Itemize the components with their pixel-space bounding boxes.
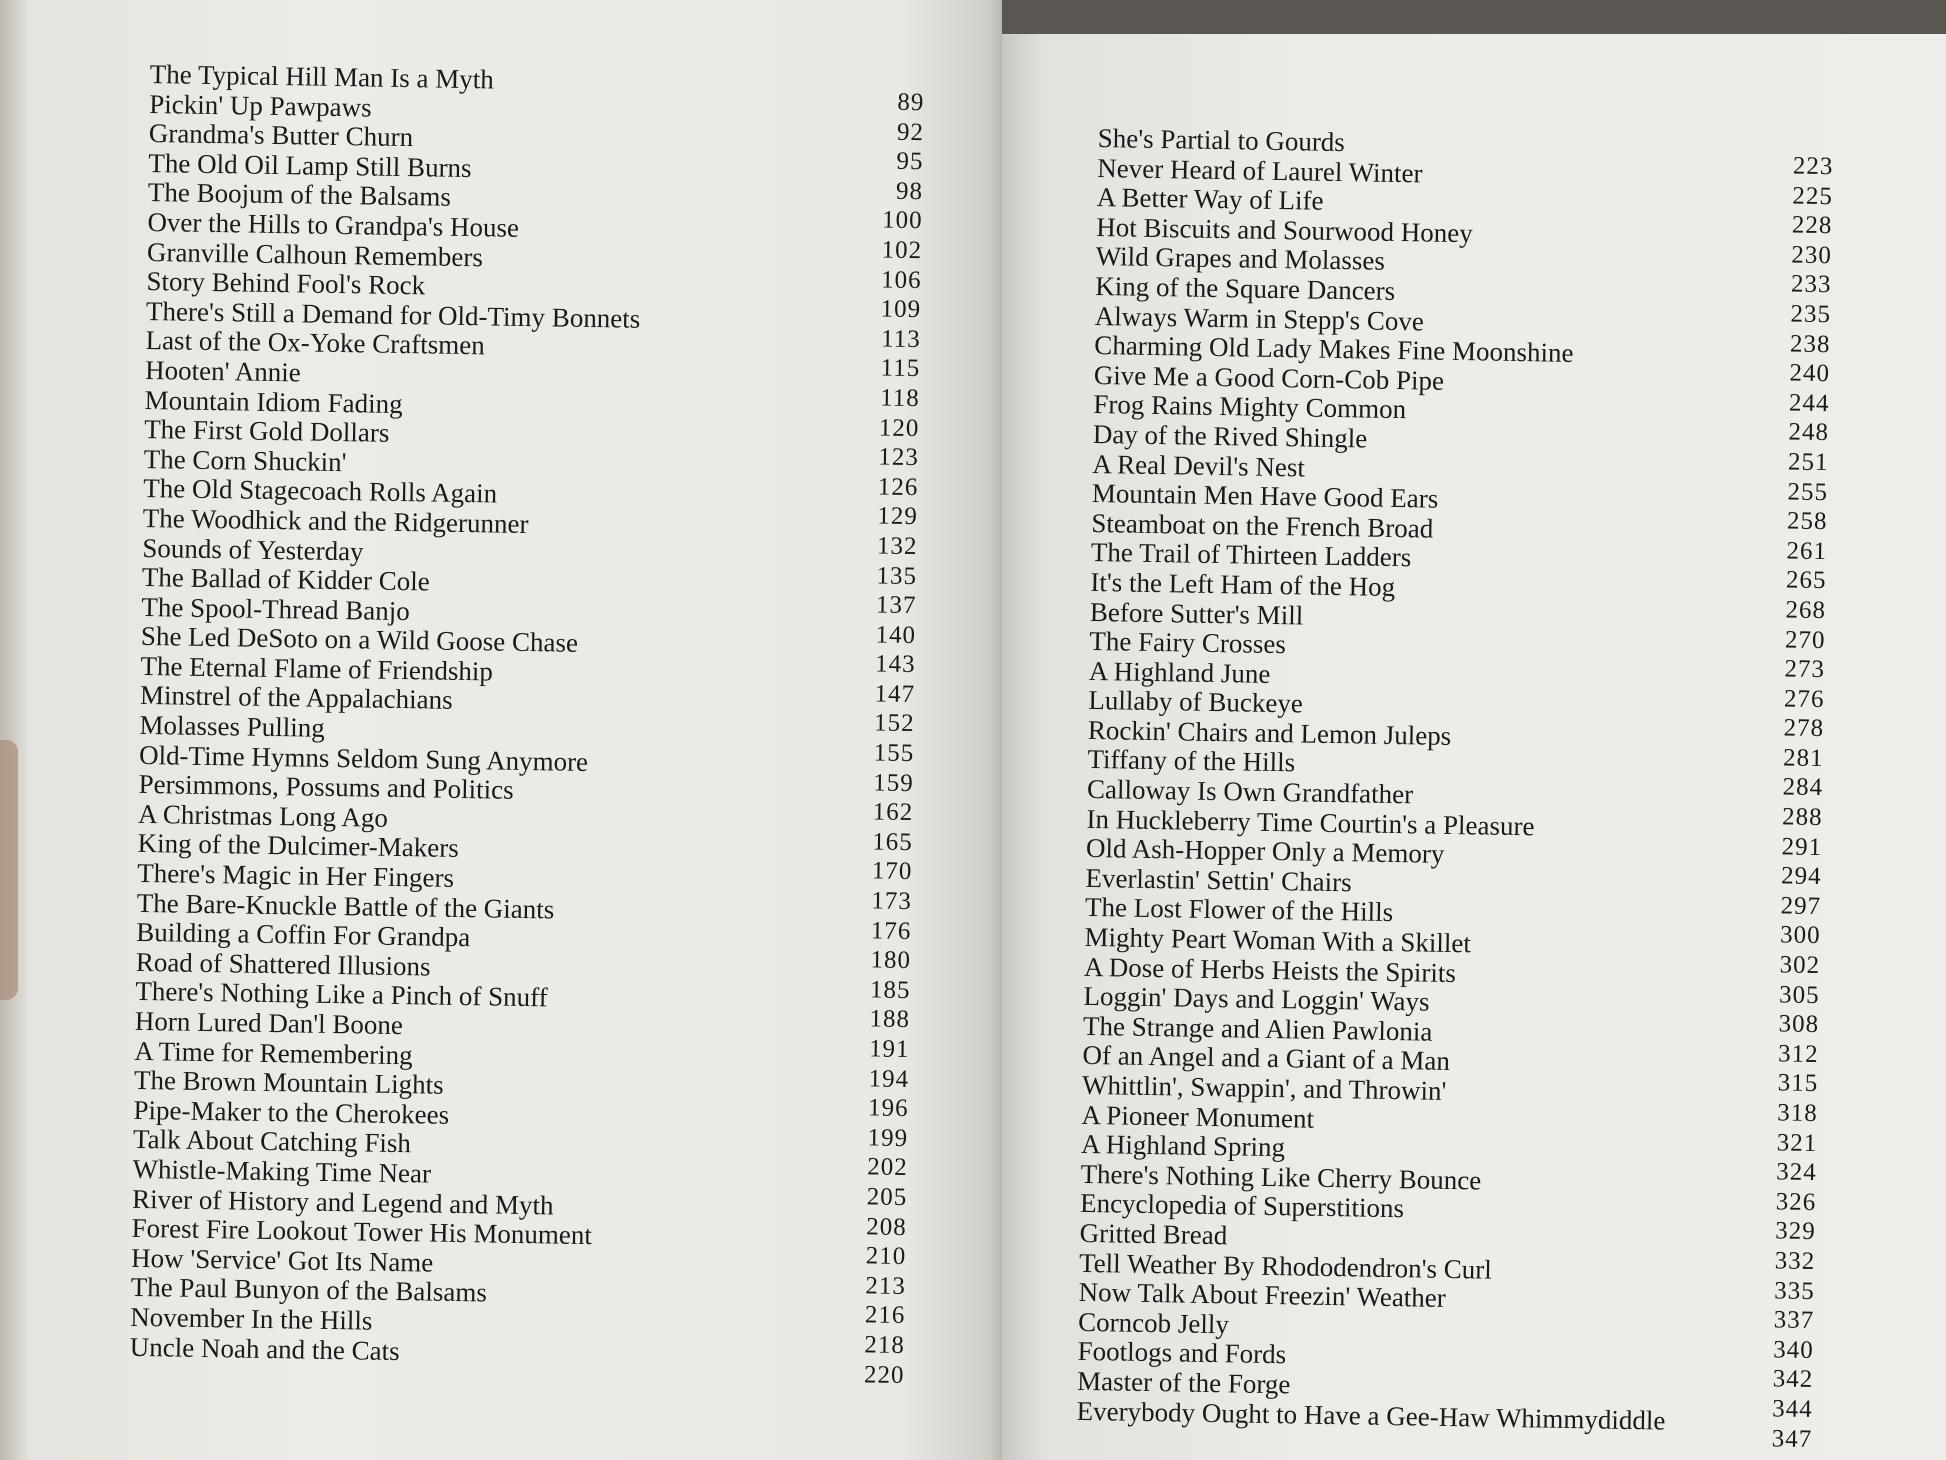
entry-title: In Huckleberry Time Courtin's a Pleasure — [1086, 803, 1535, 841]
entry-page-number: 102 — [881, 236, 923, 265]
entry-title: The Eternal Flame of Friendship — [140, 650, 494, 687]
entry-title: Hooten' Annie — [144, 354, 301, 388]
entry-page-number: 308 — [1778, 1010, 1820, 1039]
entry-page-number: 185 — [869, 976, 911, 1004]
entry-page-number: 230 — [1791, 241, 1833, 269]
entry-title: The Fairy Crosses — [1089, 626, 1287, 660]
entry-page-number: 240 — [1789, 359, 1831, 388]
entry-page-number: 100 — [881, 206, 923, 235]
entry-page-number: 318 — [1776, 1099, 1818, 1128]
entry-page-number: 196 — [867, 1094, 909, 1123]
entry-title: Story Behind Fool's Rock — [146, 266, 426, 301]
entry-page-number: 95 — [896, 147, 924, 176]
entry-title: Mighty Peart Woman With a Skillet — [1084, 921, 1472, 959]
entry-title: Whistle-Making Time Near — [132, 1153, 432, 1189]
entry-title: Horn Lured Dan'l Boone — [134, 1005, 404, 1041]
entry-page-number: 137 — [875, 591, 917, 620]
entry-title: The Woodhick and the Ridgerunner — [142, 502, 529, 539]
entry-title: It's the Left Ham of the Hog — [1090, 566, 1396, 602]
entry-page-number: 223 — [1792, 152, 1834, 181]
entry-page-number: 347 — [1771, 1424, 1813, 1453]
entry-title: A Pioneer Monument — [1081, 1099, 1315, 1134]
entry-title: Rockin' Chairs and Lemon Juleps — [1087, 714, 1452, 751]
entry-page-number: 143 — [874, 650, 916, 679]
entry-title: Old Ash-Hopper Only a Memory — [1085, 833, 1445, 870]
entry-title: The Lost Flower of the Hills — [1084, 892, 1394, 928]
entry-page-number: 159 — [873, 769, 914, 797]
entry-page-number: 152 — [873, 709, 915, 738]
entry-title: Footlogs and Fords — [1077, 1336, 1287, 1370]
entry-title: A Highland June — [1088, 655, 1271, 689]
entry-title: The Trail of Thirteen Ladders — [1090, 537, 1412, 573]
entry-title: The Boojum of the Balsams — [147, 177, 452, 213]
entry-page-number: 147 — [874, 680, 916, 708]
entry-page-number: 324 — [1775, 1158, 1817, 1187]
entry-title: There's Magic in Her Fingers — [136, 857, 455, 893]
entry-title: Everybody Ought to Have a Gee-Haw Whimmydiddle — [1076, 1395, 1666, 1436]
entry-title: The Strange and Alien Pawlonia — [1082, 1010, 1433, 1047]
entry-page-number: 332 — [1774, 1247, 1816, 1276]
entry-title: A Highland Spring — [1080, 1129, 1286, 1163]
entry-page-number: 288 — [1781, 803, 1823, 832]
entry-title: The Old Oil Lamp Still Burns — [148, 147, 472, 183]
entry-page-number: 235 — [1790, 300, 1832, 329]
entry-page-number: 162 — [872, 798, 914, 827]
entry-page-number: 344 — [1772, 1395, 1814, 1423]
entry-page-number: 115 — [880, 354, 921, 383]
entry-page-number: 294 — [1780, 862, 1822, 891]
entry-page-number: 155 — [873, 739, 915, 768]
entry-title: King of the Square Dancers — [1095, 270, 1396, 306]
entry-title: Master of the Forge — [1076, 1365, 1291, 1400]
entry-title: Charming Old Lady Makes Fine Moonshine — [1094, 330, 1574, 369]
thumb — [0, 740, 18, 1000]
entry-title: Encyclopedia of Superstitions — [1079, 1188, 1405, 1224]
entry-title: A Better Way of Life — [1096, 182, 1324, 216]
entry-page-number: 315 — [1777, 1069, 1819, 1098]
entry-page-number: 202 — [866, 1153, 908, 1182]
entry-page-number: 199 — [867, 1124, 909, 1152]
entry-title: Tell Weather By Rhododendron's Curl — [1078, 1247, 1493, 1285]
entry-page-number: 123 — [878, 443, 920, 472]
entry-page-number: 342 — [1772, 1365, 1814, 1394]
entry-page-number: 312 — [1777, 1040, 1819, 1068]
entry-page-number: 228 — [1791, 211, 1833, 240]
entry-page-number: 176 — [870, 917, 912, 945]
entry-title: Before Sutter's Mill — [1089, 596, 1304, 630]
entry-page-number: 273 — [1784, 655, 1826, 684]
entry-page-number: 337 — [1773, 1306, 1815, 1335]
entry-page-number: 205 — [866, 1183, 908, 1212]
entry-title: There's Nothing Like a Pinch of Snuff — [135, 976, 548, 1013]
entry-page-number: 165 — [872, 828, 914, 856]
entry-title: Building a Coffin For Grandpa — [136, 917, 471, 953]
entry-title: Hot Biscuits and Sourwood Honey — [1096, 211, 1473, 249]
entry-page-number: 251 — [1787, 448, 1829, 477]
entry-page-number: 92 — [896, 118, 925, 146]
entry-title: Never Heard of Laurel Winter — [1097, 152, 1423, 188]
entry-title: Lullaby of Buckeye — [1088, 685, 1304, 719]
entry-title: November In the Hills — [130, 1301, 373, 1336]
entry-page-number: 132 — [876, 532, 918, 561]
entry-title: Everlastin' Settin' Chairs — [1085, 862, 1352, 898]
entry-title: The First Gold Dollars — [143, 414, 390, 448]
entry-page-number: 340 — [1773, 1336, 1814, 1364]
entry-title: She Led DeSoto on a Wild Goose Chase — [140, 621, 579, 659]
entry-title: Pipe-Maker to the Cherokees — [133, 1094, 450, 1130]
entry-page-number: 180 — [870, 946, 912, 975]
entry-page-number: 173 — [871, 887, 913, 916]
entry-title: Day of the Rived Shingle — [1092, 418, 1368, 454]
entry-page-number: 220 — [863, 1360, 905, 1389]
entry-page-number: 188 — [869, 1005, 911, 1034]
entry-title: The Spool-Thread Banjo — [141, 591, 411, 626]
entry-title: Sounds of Yesterday — [142, 532, 364, 566]
right-contents-list — [1076, 123, 1834, 1453]
entry-title: Wild Grapes and Molasses — [1095, 241, 1386, 277]
entry-page-number: 326 — [1775, 1188, 1817, 1216]
entry-title: Persimmons, Possums and Politics — [138, 769, 514, 806]
entry-page-number: 118 — [879, 384, 920, 413]
entry-page-number: 113 — [880, 325, 921, 353]
entry-title: Forest Fire Lookout Tower His Monument — [131, 1213, 593, 1251]
entry-title: King of the Dulcimer-Makers — [137, 828, 460, 864]
entry-title: She's Partial to Gourds — [1097, 123, 1346, 158]
entry-title: Pickin' Up Pawpaws — [149, 88, 372, 123]
entry-title: Whittlin', Swappin', and Throwin' — [1081, 1069, 1447, 1106]
entry-title: Of an Angel and a Giant of a Man — [1082, 1040, 1451, 1077]
entry-page-number: 238 — [1789, 330, 1831, 358]
entry-page-number: 268 — [1785, 596, 1827, 625]
entry-title: The Corn Shuckin' — [143, 443, 347, 477]
entry-title: A Dose of Herbs Heists the Spirits — [1083, 951, 1457, 988]
entry-title: The Paul Bunyon of the Balsams — [130, 1272, 488, 1308]
entry-title: Corncob Jelly — [1077, 1306, 1230, 1340]
entry-page-number: 120 — [878, 414, 920, 442]
entry-page-number: 218 — [864, 1331, 906, 1359]
entry-page-number: 291 — [1781, 833, 1823, 861]
entry-title: Molasses Pulling — [139, 709, 326, 743]
entry-page-number: 248 — [1788, 418, 1830, 447]
entry-title: A Real Devil's Nest — [1092, 448, 1306, 483]
entry-page-number: 278 — [1783, 714, 1825, 743]
entry-page-number: 329 — [1775, 1217, 1816, 1246]
entry-title: Minstrel of the Appalachians — [139, 680, 453, 716]
entry-title: Tiffany of the Hills — [1087, 744, 1296, 778]
entry-page-number: 109 — [880, 295, 922, 324]
entry-title: Steamboat on the French Broad — [1091, 507, 1434, 544]
entry-title: There's Nothing Like Cherry Bounce — [1080, 1158, 1482, 1196]
entry-title: The Bare-Knuckle Battle of the Giants — [136, 887, 555, 925]
entry-title: Uncle Noah and the Cats — [129, 1331, 400, 1366]
entry-page-number: 225 — [1792, 182, 1834, 210]
entry-page-number: 321 — [1776, 1128, 1818, 1157]
entry-title: The Typical Hill Man Is a Myth — [149, 59, 495, 95]
entry-page-number: 170 — [871, 857, 913, 886]
entry-page-number: 129 — [877, 502, 919, 531]
left-contents-list — [129, 59, 925, 1389]
entry-page-number: 191 — [868, 1035, 910, 1064]
entry-title: A Time for Remembering — [134, 1035, 413, 1070]
entry-page-number: 244 — [1788, 389, 1830, 417]
entry-title: Calloway Is Own Grandfather — [1086, 773, 1414, 810]
entry-page-number: 98 — [895, 177, 924, 205]
entry-title: A Christmas Long Ago — [137, 798, 389, 833]
entry-title: Always Warm in Stepp's Cove — [1094, 300, 1425, 336]
entry-page-number: 216 — [864, 1301, 906, 1330]
entry-page-number: 213 — [865, 1272, 907, 1300]
entry-title: The Old Stagecoach Rolls Again — [143, 473, 498, 509]
entry-title: River of History and Legend and Myth — [131, 1183, 554, 1221]
entry-title: Now Talk About Freezin' Weather — [1078, 1276, 1447, 1314]
entry-title: Old-Time Hymns Seldom Sung Anymore — [138, 739, 589, 777]
entry-page-number: 208 — [866, 1212, 907, 1241]
entry-title: Talk About Catching Fish — [132, 1124, 412, 1159]
entry-page-number: 300 — [1779, 921, 1821, 950]
entry-title: Road of Shattered Illusions — [135, 946, 431, 982]
entry-page-number: 276 — [1783, 685, 1825, 713]
entry-page-number: 106 — [880, 266, 922, 294]
entry-page-number: 281 — [1782, 744, 1824, 772]
entry-page-number: 126 — [877, 473, 919, 501]
entry-page-number: 135 — [876, 561, 918, 590]
entry-page-number: 297 — [1780, 892, 1822, 920]
entry-page-number: 270 — [1784, 625, 1826, 654]
entry-page-number: 258 — [1786, 507, 1828, 536]
entry-page-number: 140 — [875, 621, 917, 649]
entry-title: Granville Calhoun Remembers — [146, 236, 484, 272]
entry-page-number: 335 — [1774, 1276, 1815, 1305]
entry-page-number: 194 — [868, 1065, 910, 1093]
entry-page-number: 210 — [865, 1242, 907, 1271]
entry-title: Gritted Bread — [1079, 1217, 1228, 1251]
entry-page-number: 265 — [1785, 566, 1827, 595]
entry-title: Frog Rains Mighty Common — [1093, 389, 1407, 425]
entry-title: The Brown Mountain Lights — [133, 1065, 444, 1100]
entry-title: Over the Hills to Grandpa's House — [147, 206, 520, 243]
entry-title: How 'Service' Got Its Name — [130, 1242, 434, 1278]
entry-title: Give Me a Good Corn-Cob Pipe — [1093, 359, 1445, 396]
entry-page-number: 89 — [897, 88, 925, 117]
entry-title: Mountain Idiom Fading — [144, 384, 403, 419]
entry-page-number: 233 — [1790, 270, 1832, 299]
entry-title: The Ballad of Kidder Cole — [141, 562, 430, 597]
entry-title: Mountain Men Have Good Ears — [1091, 478, 1439, 514]
entry-page-number: 302 — [1779, 951, 1821, 980]
entry-title: Grandma's Butter Churn — [148, 118, 414, 153]
entry-title: Loggin' Days and Loggin' Ways — [1083, 981, 1430, 1017]
entry-title: There's Still a Demand for Old-Timy Bonnets — [145, 295, 641, 334]
entry-title: Last of the Ox-Yoke Craftsmen — [145, 325, 485, 361]
entry-page-number: 284 — [1782, 773, 1824, 802]
entry-page-number: 255 — [1787, 478, 1829, 506]
entry-page-number: 305 — [1778, 981, 1820, 1009]
entry-page-number: 261 — [1786, 537, 1828, 565]
